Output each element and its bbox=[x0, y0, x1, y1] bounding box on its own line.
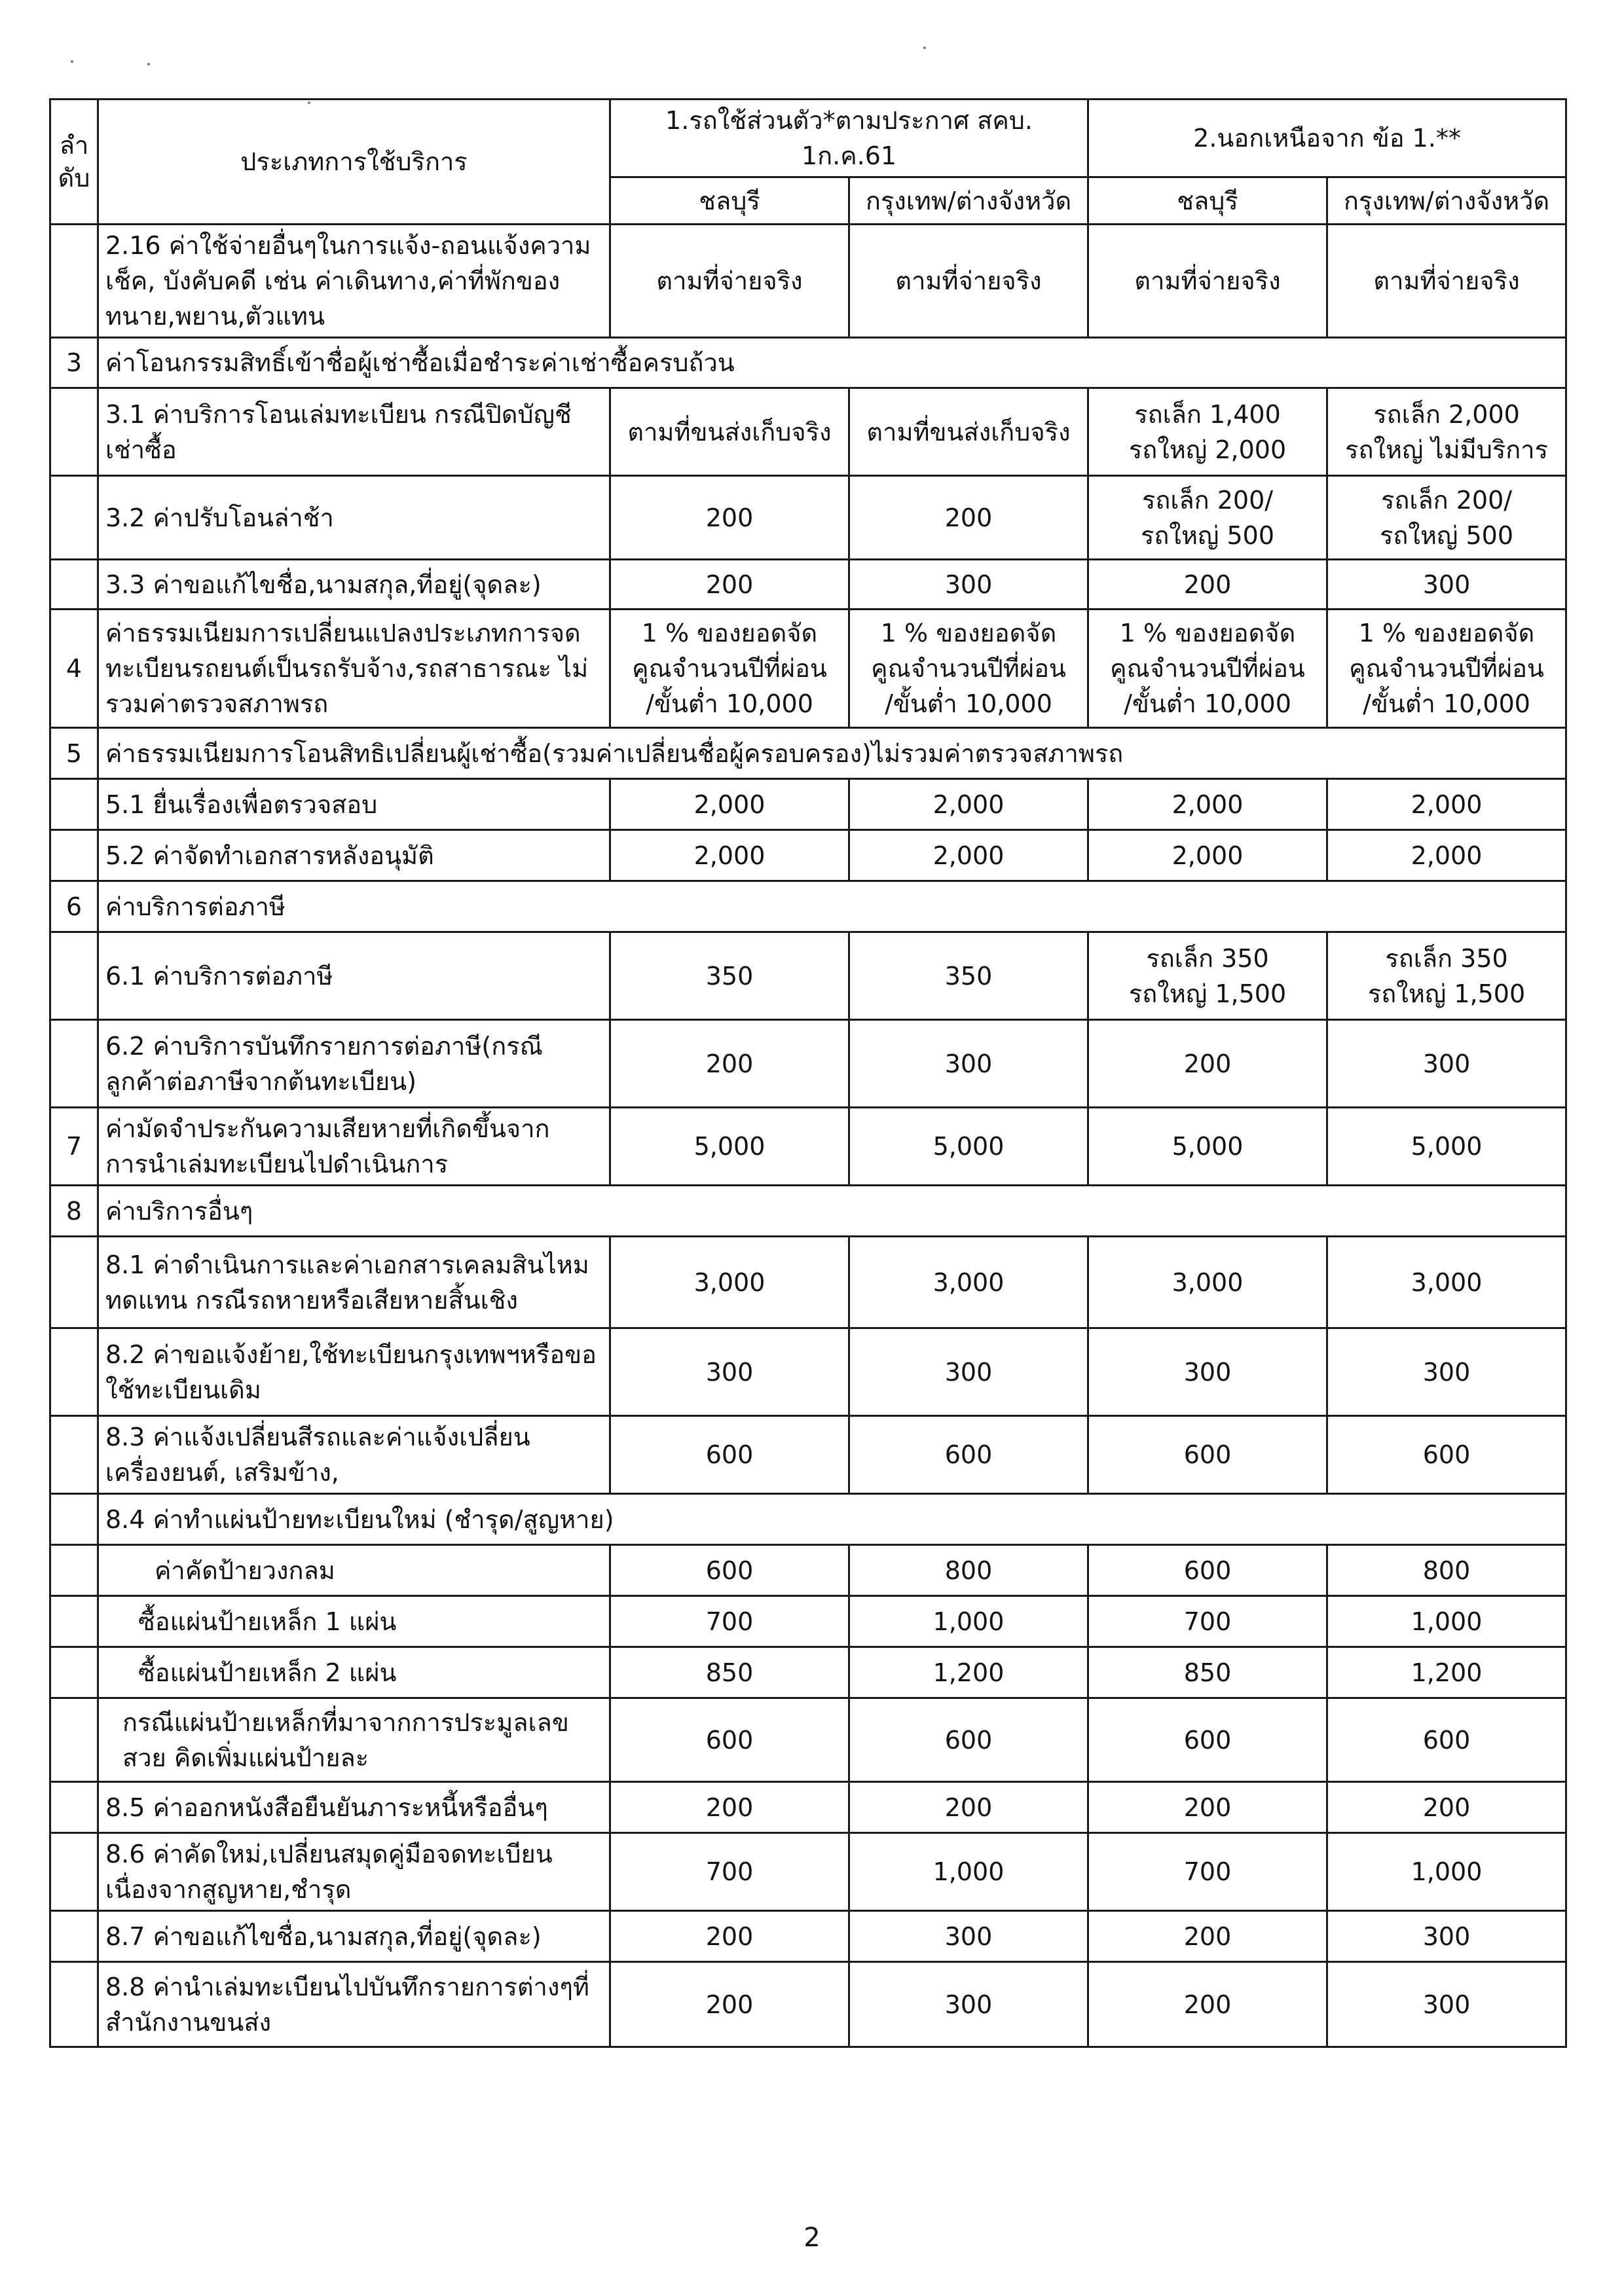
row-number bbox=[50, 1237, 98, 1328]
service-description: 8.6 ค่าคัดใหม่,เปลี่ยนสมุดคู่มือจดทะเบียนเนื่องจากสูญหาย,ชำรุด bbox=[98, 1833, 610, 1911]
table-row bbox=[50, 388, 1566, 476]
fee-value: 200 bbox=[1088, 1020, 1327, 1108]
fee-value: 5,000 bbox=[1088, 1108, 1327, 1186]
fee-value: 200 bbox=[610, 476, 849, 560]
fee-value: 600 bbox=[610, 1416, 849, 1494]
fee-value: 1 % ของยอดจัด คูณจำนวนปีที่ผ่อน /ขั้นต่ำ 10,000 bbox=[1327, 610, 1566, 728]
section-row bbox=[50, 338, 1566, 388]
row-number bbox=[50, 1545, 98, 1596]
table-row bbox=[50, 225, 1566, 338]
fee-value: 850 bbox=[1088, 1647, 1327, 1698]
row-number: 3 bbox=[50, 338, 98, 388]
fee-value: 2,000 bbox=[1327, 830, 1566, 881]
service-description: 3.2 ค่าปรับโอนล่าช้า bbox=[98, 476, 610, 560]
fee-table bbox=[49, 98, 1567, 2048]
fee-value: 200 bbox=[849, 1782, 1088, 1833]
fee-value: 200 bbox=[1327, 1782, 1566, 1833]
fee-value: 300 bbox=[1327, 1911, 1566, 1962]
service-description: 8.1 ค่าดำเนินการและค่าเอกสารเคลมสินไหมทดแทน กรณีรถหายหรือเสียหายสิ้นเชิง bbox=[98, 1237, 610, 1328]
table-row bbox=[50, 1328, 1566, 1416]
section-title: ค่าโอนกรรมสิทธิ์เข้าชื่อผู้เช่าซื้อเมื่อชำระค่าเช่าซื้อครบถ้วน bbox=[98, 338, 1566, 388]
fee-value: 200 bbox=[610, 1782, 849, 1833]
table-row bbox=[50, 932, 1566, 1020]
service-description: 8.7 ค่าขอแก้ไขชื่อ,นามสกุล,ที่อยู่(จุดละ) bbox=[98, 1911, 610, 1962]
fee-value: 700 bbox=[1088, 1833, 1327, 1911]
subheader-chonburi: ชลบุรี bbox=[610, 177, 849, 225]
table-row bbox=[50, 1545, 1566, 1596]
fee-value: 200 bbox=[610, 1020, 849, 1108]
table-row bbox=[50, 1647, 1566, 1698]
row-number bbox=[50, 932, 98, 1020]
fee-value: 200 bbox=[849, 476, 1088, 560]
header-group-other: 2.นอกเหนือจาก ข้อ 1.** bbox=[1088, 100, 1566, 177]
fee-value: รถเล็ก 1,400 รถใหญ่ 2,000 bbox=[1088, 388, 1327, 476]
fee-value: 2,000 bbox=[610, 779, 849, 830]
table-row bbox=[50, 1020, 1566, 1108]
row-number: 5 bbox=[50, 728, 98, 779]
row-number bbox=[50, 1647, 98, 1698]
fee-value: 2,000 bbox=[849, 779, 1088, 830]
fee-value: 300 bbox=[1327, 1020, 1566, 1108]
service-description: ซื้อแผ่นป้ายเหล็ก 1 แผ่น bbox=[98, 1596, 610, 1647]
fee-value: 350 bbox=[849, 932, 1088, 1020]
section-title: ค่าบริการต่อภาษี bbox=[98, 881, 1566, 932]
fee-value: ตามที่จ่ายจริง bbox=[849, 225, 1088, 338]
table-row bbox=[50, 1416, 1566, 1494]
scan-speck bbox=[71, 60, 73, 63]
fee-value: 200 bbox=[610, 560, 849, 610]
fee-value: 600 bbox=[1088, 1698, 1327, 1782]
scan-speck bbox=[923, 46, 926, 49]
subheader-bangkok-province: กรุงเทพ/ต่างจังหวัด bbox=[1327, 177, 1566, 225]
fee-value: 1,200 bbox=[849, 1647, 1088, 1698]
fee-value: รถเล็ก 350 รถใหญ่ 1,500 bbox=[1088, 932, 1327, 1020]
row-number bbox=[50, 225, 98, 338]
table-row bbox=[50, 1962, 1566, 2047]
table-row bbox=[50, 1108, 1566, 1186]
row-number bbox=[50, 1782, 98, 1833]
row-number: 8 bbox=[50, 1186, 98, 1237]
service-description: ค่าคัดป้ายวงกลม bbox=[98, 1545, 610, 1596]
fee-value: 600 bbox=[849, 1698, 1088, 1782]
fee-value: 1,000 bbox=[849, 1833, 1088, 1911]
fee-value: 300 bbox=[849, 1962, 1088, 2047]
subheader-chonburi: ชลบุรี bbox=[1088, 177, 1327, 225]
fee-value: 5,000 bbox=[610, 1108, 849, 1186]
service-description: 8.2 ค่าขอแจ้งย้าย,ใช้ทะเบียนกรุงเทพฯหรือขอใช้ทะเบียนเดิม bbox=[98, 1328, 610, 1416]
fee-value: 1,000 bbox=[1327, 1596, 1566, 1647]
service-description: ซื้อแผ่นป้ายเหล็ก 2 แผ่น bbox=[98, 1647, 610, 1698]
fee-value: 300 bbox=[1088, 1328, 1327, 1416]
fee-value: 300 bbox=[1327, 1328, 1566, 1416]
row-number: 6 bbox=[50, 881, 98, 932]
scan-speck bbox=[147, 63, 150, 65]
header-service-type: ประเภทการใช้บริการ bbox=[98, 100, 610, 225]
fee-table-body bbox=[50, 100, 1566, 2047]
service-description: กรณีแผ่นป้ายเหล็กที่มาจากการประมูลเลขสวย คิดเพิ่มแผ่นป้ายละ bbox=[98, 1698, 610, 1782]
fee-value: 700 bbox=[1088, 1596, 1327, 1647]
service-description: ค่าธรรมเนียมการเปลี่ยนแปลงประเภทการจดทะเบียนรถยนต์เป็นรถรับจ้าง,รถสาธารณะ ไม่รวมค่าตรวจสภาพรถ bbox=[98, 610, 610, 728]
row-number bbox=[50, 1328, 98, 1416]
subheader-bangkok-province: กรุงเทพ/ต่างจังหวัด bbox=[849, 177, 1088, 225]
row-number bbox=[50, 1494, 98, 1545]
fee-value: 800 bbox=[849, 1545, 1088, 1596]
row-number bbox=[50, 1962, 98, 2047]
table-row bbox=[50, 779, 1566, 830]
fee-value: 600 bbox=[1327, 1698, 1566, 1782]
fee-value: 600 bbox=[610, 1545, 849, 1596]
fee-value: รถเล็ก 350 รถใหญ่ 1,500 bbox=[1327, 932, 1566, 1020]
service-description: 3.3 ค่าขอแก้ไขชื่อ,นามสกุล,ที่อยู่(จุดละ) bbox=[98, 560, 610, 610]
row-number: 7 bbox=[50, 1108, 98, 1186]
service-description: 3.1 ค่าบริการโอนเล่มทะเบียน กรณีปิดบัญชีเช่าซื้อ bbox=[98, 388, 610, 476]
fee-value: 1 % ของยอดจัด คูณจำนวนปีที่ผ่อน /ขั้นต่ำ 10,000 bbox=[849, 610, 1088, 728]
fee-value: 600 bbox=[610, 1698, 849, 1782]
service-description: 6.1 ค่าบริการต่อภาษี bbox=[98, 932, 610, 1020]
row-number bbox=[50, 1698, 98, 1782]
fee-value: 200 bbox=[610, 1962, 849, 2047]
fee-value: 3,000 bbox=[1088, 1237, 1327, 1328]
row-number bbox=[50, 779, 98, 830]
fee-value: 5,000 bbox=[1327, 1108, 1566, 1186]
table-row bbox=[50, 1237, 1566, 1328]
fee-value: 1,200 bbox=[1327, 1647, 1566, 1698]
fee-value: 800 bbox=[1327, 1545, 1566, 1596]
fee-value: 350 bbox=[610, 932, 849, 1020]
fee-value: 300 bbox=[849, 1020, 1088, 1108]
section-row bbox=[50, 728, 1566, 779]
table-row bbox=[50, 1782, 1566, 1833]
fee-value: 300 bbox=[849, 560, 1088, 610]
section-title: ค่าบริการอื่นๆ bbox=[98, 1186, 1566, 1237]
fee-value: ตามที่จ่ายจริง bbox=[1327, 225, 1566, 338]
section-row bbox=[50, 1494, 1566, 1545]
fee-value: 5,000 bbox=[849, 1108, 1088, 1186]
fee-value: 600 bbox=[1088, 1416, 1327, 1494]
fee-value: 600 bbox=[849, 1416, 1088, 1494]
fee-value: 1,000 bbox=[849, 1596, 1088, 1647]
table-row bbox=[50, 1911, 1566, 1962]
fee-value: 3,000 bbox=[1327, 1237, 1566, 1328]
fee-value: 1,000 bbox=[1327, 1833, 1566, 1911]
table-row bbox=[50, 1833, 1566, 1911]
fee-value: 600 bbox=[1088, 1545, 1327, 1596]
fee-value: 200 bbox=[1088, 1962, 1327, 2047]
fee-value: 300 bbox=[610, 1328, 849, 1416]
fee-value: 3,000 bbox=[849, 1237, 1088, 1328]
fee-value: 300 bbox=[1327, 560, 1566, 610]
service-description: 8.5 ค่าออกหนังสือยืนยันภาระหนี้หรืออื่นๆ bbox=[98, 1782, 610, 1833]
row-number bbox=[50, 830, 98, 881]
fee-value: 200 bbox=[1088, 1911, 1327, 1962]
fee-value: 2,000 bbox=[1088, 779, 1327, 830]
row-number bbox=[50, 1416, 98, 1494]
fee-value: 2,000 bbox=[1327, 779, 1566, 830]
fee-value: 700 bbox=[610, 1596, 849, 1647]
table-row bbox=[50, 610, 1566, 728]
fee-value: 2,000 bbox=[849, 830, 1088, 881]
row-number bbox=[50, 388, 98, 476]
service-description: 6.2 ค่าบริการบันทึกรายการต่อภาษี(กรณีลูกค้าต่อภาษีจากต้นทะเบียน) bbox=[98, 1020, 610, 1108]
page-number: 2 bbox=[803, 2223, 821, 2253]
service-description: 8.8 ค่านำเล่มทะเบียนไปบันทึกรายการต่างๆที่สำนักงานขนส่ง bbox=[98, 1962, 610, 2047]
table-row bbox=[50, 1596, 1566, 1647]
header-order-number: ลำ ดับ bbox=[50, 100, 98, 225]
row-number: 4 bbox=[50, 610, 98, 728]
table-row bbox=[50, 1698, 1566, 1782]
fee-value: ตามที่ขนส่งเก็บจริง bbox=[849, 388, 1088, 476]
service-description: 5.2 ค่าจัดทำเอกสารหลังอนุมัติ bbox=[98, 830, 610, 881]
fee-value: ตามที่ขนส่งเก็บจริง bbox=[610, 388, 849, 476]
fee-value: รถเล็ก 200/ รถใหญ่ 500 bbox=[1088, 476, 1327, 560]
header-row bbox=[50, 100, 1566, 177]
header-group-personal-car: 1.รถใช้ส่วนตัว*ตามประกาศ สคบ. 1ก.ค.61 bbox=[610, 100, 1088, 177]
fee-value: รถเล็ก 200/ รถใหญ่ 500 bbox=[1327, 476, 1566, 560]
section-title: ค่าธรรมเนียมการโอนสิทธิเปลี่ยนผู้เช่าซื้อ(รวมค่าเปลี่ยนชื่อผู้ครอบครอง)ไม่รวมค่าตรวจสภาพรถ bbox=[98, 728, 1566, 779]
fee-value: 300 bbox=[849, 1328, 1088, 1416]
fee-value: 700 bbox=[610, 1833, 849, 1911]
service-description: 8.3 ค่าแจ้งเปลี่ยนสีรถและค่าแจ้งเปลี่ยนเครื่องยนต์, เสริมข้าง, bbox=[98, 1416, 610, 1494]
service-description: 5.1 ยื่นเรื่องเพื่อตรวจสอบ bbox=[98, 779, 610, 830]
table-row bbox=[50, 560, 1566, 610]
fee-value: 2,000 bbox=[610, 830, 849, 881]
row-number bbox=[50, 476, 98, 560]
fee-value: รถเล็ก 2,000 รถใหญ่ ไม่มีบริการ bbox=[1327, 388, 1566, 476]
fee-value: 1 % ของยอดจัด คูณจำนวนปีที่ผ่อน /ขั้นต่ำ 10,000 bbox=[1088, 610, 1327, 728]
fee-value: 300 bbox=[849, 1911, 1088, 1962]
row-number bbox=[50, 560, 98, 610]
row-number bbox=[50, 1596, 98, 1647]
table-row bbox=[50, 830, 1566, 881]
section-title: 8.4 ค่าทำแผ่นป้ายทะเบียนใหม่ (ชำรุด/สูญหาย) bbox=[98, 1494, 1566, 1545]
fee-value: 200 bbox=[1088, 560, 1327, 610]
fee-value: 300 bbox=[1327, 1962, 1566, 2047]
fee-value: 200 bbox=[610, 1911, 849, 1962]
service-description: ค่ามัดจำประกันความเสียหายที่เกิดขึ้นจากการนำเล่มทะเบียนไปดำเนินการ bbox=[98, 1108, 610, 1186]
row-number bbox=[50, 1911, 98, 1962]
fee-value: 2,000 bbox=[1088, 830, 1327, 881]
fee-value: 600 bbox=[1327, 1416, 1566, 1494]
service-description: 2.16 ค่าใช้จ่ายอื่นๆในการแจ้ง-ถอนแจ้งความเช็ค, บังคับคดี เช่น ค่าเดินทาง,ค่าที่พักของทนาย,พยาน,ตัวแทน bbox=[98, 225, 610, 338]
fee-value: 3,000 bbox=[610, 1237, 849, 1328]
fee-value: ตามที่จ่ายจริง bbox=[610, 225, 849, 338]
fee-value: 850 bbox=[610, 1647, 849, 1698]
row-number bbox=[50, 1833, 98, 1911]
fee-value: 200 bbox=[1088, 1782, 1327, 1833]
fee-value: 1 % ของยอดจัด คูณจำนวนปีที่ผ่อน /ขั้นต่ำ 10,000 bbox=[610, 610, 849, 728]
fee-value: ตามที่จ่ายจริง bbox=[1088, 225, 1327, 338]
section-row bbox=[50, 881, 1566, 932]
table-row bbox=[50, 476, 1566, 560]
section-row bbox=[50, 1186, 1566, 1237]
row-number bbox=[50, 1020, 98, 1108]
